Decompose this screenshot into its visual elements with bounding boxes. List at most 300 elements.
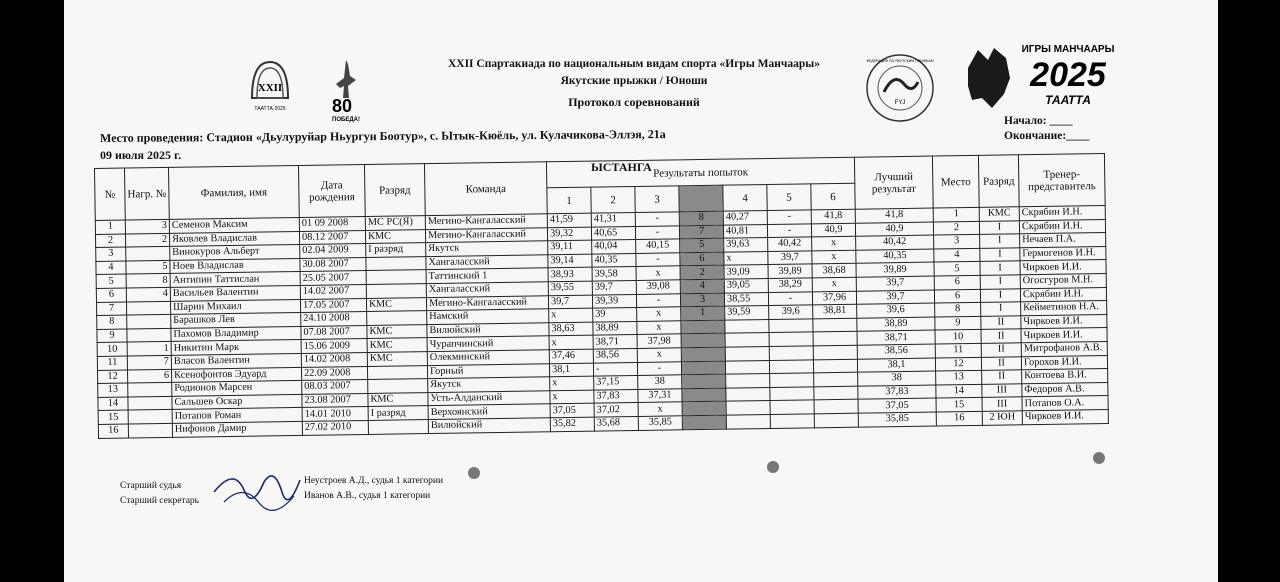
row-attempt-1: x (550, 376, 594, 390)
competition-title: XXII Спартакиада по национальным видам спорта «Игры Манчаары» (447, 58, 821, 70)
chief-judge-label: Старший судья (120, 481, 182, 491)
row-attempt-5: 39,89 (768, 264, 812, 278)
row-place: 6 (934, 289, 980, 303)
row-attempt-3: x (637, 348, 681, 362)
venue-line: Место проведения: Стадион «Дьулуруйар Ньургун Боотур», с. Ытык-Кюёль, ул. Кулачикова-Эллэя, 21а (99, 127, 666, 145)
row-team: Мегино-Кангаласский (426, 295, 548, 310)
svg-text:ИГРЫ МАНЧААРЫ: ИГРЫ МАНЧААРЫ (1021, 44, 1115, 55)
col-attempt-2: 2 (591, 186, 635, 213)
row-order (682, 388, 726, 402)
row-attempt-1: 39,14 (548, 254, 592, 268)
row-attempt-4: 40,81 (723, 224, 767, 238)
row-attempt-1: 37,05 (550, 403, 594, 417)
row-best: 38,56 (857, 344, 935, 359)
row-place: 13 (936, 370, 982, 384)
col-results: Результаты попыток (546, 157, 854, 188)
row-birth: 17.05 2007 (300, 298, 366, 313)
row-best: 39,7 (856, 276, 934, 291)
row-attempt-6: 41,8 (811, 209, 855, 223)
row-seed: 8 (126, 274, 170, 288)
row-birth: 25.05 2007 (300, 271, 366, 286)
row-name: Семенов Максим (169, 217, 299, 233)
col-order (679, 185, 723, 212)
row-attempt-5 (770, 400, 814, 414)
row-num: 6 (96, 288, 126, 302)
protocol-sheet (64, 0, 1218, 582)
row-coach: Федоров А.В. (1022, 382, 1108, 397)
row-birth: 22.09 2008 (301, 366, 367, 381)
col-rank: Разряд (364, 164, 425, 217)
row-best: 39,7 (856, 290, 934, 305)
row-coach: Чиркоев И.И. (1020, 260, 1106, 275)
row-attempt-6: x (812, 250, 856, 264)
row-attempt-3: x (637, 321, 681, 335)
row-seed: 7 (127, 355, 171, 369)
row-best: 38,71 (857, 330, 935, 345)
date-line: 09 июля 2025 г. (100, 148, 182, 162)
row-coach: Чиркоев И.И. (1021, 328, 1107, 343)
row-rank2: III (982, 383, 1022, 397)
row-attempt-6 (813, 345, 857, 359)
svg-text:FYJ: FYJ (894, 100, 906, 106)
row-attempt-1: 38,1 (549, 363, 593, 377)
row-place: 3 (934, 235, 980, 249)
row-team: Таттинский 1 (426, 268, 548, 283)
row-place: 16 (936, 411, 982, 425)
svg-text:2025: 2025 (1030, 56, 1106, 94)
row-attempt-1: 39,32 (547, 227, 591, 241)
row-seed (128, 382, 172, 396)
row-place: 12 (935, 357, 981, 371)
row-rank2: I (980, 248, 1020, 262)
row-attempt-1: 39,7 (548, 295, 592, 309)
row-order (681, 347, 725, 361)
end-time: Окончание:____ (1004, 130, 1090, 142)
row-attempt-4 (726, 374, 770, 388)
row-rank (367, 311, 427, 325)
row-coach: Чиркоев И.И. (1021, 314, 1107, 329)
row-rank: КМС (367, 352, 427, 366)
row-name: Барашков Лев (171, 313, 301, 329)
row-place: 14 (936, 384, 982, 398)
row-attempt-1: 38,93 (548, 267, 592, 281)
row-rank2: I (980, 261, 1020, 275)
row-attempt-4: 39,59 (725, 306, 769, 320)
row-seed: 3 (125, 219, 169, 233)
chief-judge-name: Неустроев А.Д., судья 1 категории (304, 476, 444, 486)
row-attempt-2: 39,58 (592, 267, 636, 281)
row-order (681, 361, 725, 375)
row-team: Якутск (428, 377, 550, 392)
row-attempt-5 (770, 414, 814, 428)
row-coach: Гермогенов И.Н. (1020, 246, 1106, 261)
row-attempt-5: 39,7 (768, 251, 812, 265)
row-rank: КМС (365, 229, 425, 243)
row-rank2: III (982, 397, 1022, 411)
row-coach: Нечаев П.А. (1020, 233, 1106, 248)
chief-secretary-label: Старший секретарь (120, 496, 200, 506)
row-attempt-5 (769, 319, 813, 333)
row-best: 38,89 (857, 317, 935, 332)
victory-80-logo (316, 58, 376, 124)
row-team: Мегино-Кангаласский (425, 227, 547, 242)
row-place: 10 (935, 330, 981, 344)
row-seed: 6 (127, 369, 171, 383)
row-best: 38,1 (857, 358, 935, 373)
row-birth: 08.12 2007 (299, 230, 365, 245)
row-place: 9 (935, 316, 981, 330)
row-name: Пахомов Владимир (171, 326, 301, 342)
federation-logo (864, 52, 936, 124)
row-attempt-2: 38,56 (593, 348, 637, 362)
row-team: Хангаласский (426, 255, 548, 270)
row-order: 1 (681, 306, 725, 320)
row-rank (368, 419, 428, 433)
row-coach: Потапов О.А. (1022, 396, 1108, 411)
row-name: Потапов Роман (172, 408, 302, 424)
row-num: 3 (96, 247, 126, 261)
row-team: Чурапчинский (427, 336, 549, 351)
row-attempt-3: 40,15 (636, 239, 680, 253)
row-attempt-3: 38 (638, 375, 682, 389)
results-table (94, 153, 1109, 438)
row-seed (126, 247, 170, 261)
row-attempt-3: 37,98 (637, 334, 681, 348)
row-attempt-4 (726, 401, 770, 415)
row-attempt-5 (770, 387, 814, 401)
row-team: Верхоянский (428, 404, 550, 419)
row-team: Горный (427, 363, 549, 378)
row-best: 35,85 (858, 412, 936, 427)
binder-hole (767, 461, 779, 473)
row-team: Мегино-Кангаласский (425, 214, 547, 229)
row-name: Никитин Марк (171, 340, 301, 356)
row-attempt-1: x (549, 308, 593, 322)
row-attempt-3: 35,85 (638, 416, 682, 430)
row-name: Шарин Михаил (170, 299, 300, 315)
row-rank: КМС (367, 324, 427, 338)
row-attempt-5: - (768, 291, 812, 305)
row-seed (126, 301, 170, 315)
binder-hole (468, 467, 480, 479)
row-team: Вилюйский (427, 323, 549, 338)
row-coach: Скрябин И.Н. (1019, 219, 1105, 234)
row-attempt-4 (725, 333, 769, 347)
row-attempt-6 (814, 413, 858, 427)
row-attempt-1: x (549, 335, 593, 349)
row-attempt-4 (726, 387, 770, 401)
col-attempt-1: 1 (547, 187, 591, 214)
row-num: 15 (98, 410, 128, 424)
row-attempt-3: - (635, 212, 679, 226)
row-team: Олекминский (427, 350, 549, 365)
svg-text:XXII: XXII (257, 82, 283, 94)
row-best: 41,8 (855, 208, 933, 223)
manchaary-games-logo (964, 38, 1118, 112)
row-rank (366, 256, 426, 270)
col-num: № (95, 168, 126, 220)
row-name: Родионов Марсен (172, 381, 302, 397)
row-attempt-2: 38,71 (593, 335, 637, 349)
row-best: 38 (858, 371, 936, 386)
row-place: 11 (935, 343, 981, 357)
row-attempt-2: 37,15 (594, 376, 638, 390)
row-place: 1 (933, 207, 979, 221)
col-attempt-6: 6 (811, 183, 855, 210)
row-attempt-6: x (812, 236, 856, 250)
row-attempt-5: 40,42 (768, 237, 812, 251)
row-rank2: II (981, 329, 1021, 343)
row-rank: КМС (368, 392, 428, 406)
row-coach: Контоева В.И. (1022, 369, 1108, 384)
row-attempt-1: 35,82 (550, 417, 594, 431)
row-attempt-2: - (593, 362, 637, 376)
row-rank (367, 365, 427, 379)
row-birth: 23.08 2007 (302, 393, 368, 408)
row-rank: I разряд (366, 243, 426, 257)
row-order: 3 (680, 293, 724, 307)
row-birth: 02.04 2009 (300, 244, 366, 259)
chief-secretary-name: Иванов А.В., судья 1 категории (304, 491, 431, 501)
row-attempt-2: 37,02 (594, 403, 638, 417)
row-best: 40,9 (855, 222, 933, 237)
row-attempt-5: - (767, 223, 811, 237)
row-attempt-3: 39,08 (636, 280, 680, 294)
protocol-title: Протокол соревнований (568, 95, 700, 109)
col-rank2: Разряд (978, 155, 1019, 208)
row-best: 39,89 (856, 262, 934, 277)
row-attempt-2: 40,04 (592, 240, 636, 254)
row-attempt-6 (814, 400, 858, 414)
row-order (681, 320, 725, 334)
row-attempt-1: 38,63 (549, 322, 593, 336)
col-name: Фамилия, имя (168, 165, 299, 219)
col-attempt-4: 4 (723, 185, 767, 212)
row-place: 8 (935, 303, 981, 317)
start-time: Начало: ____ (1004, 115, 1073, 127)
row-attempt-5 (769, 346, 813, 360)
row-attempt-5: 39,6 (769, 305, 813, 319)
row-num: 11 (97, 356, 127, 370)
row-place: 6 (934, 275, 980, 289)
row-birth: 14.02 2007 (300, 284, 366, 299)
row-order: 5 (680, 238, 724, 252)
row-attempt-5: 38,29 (768, 278, 812, 292)
row-order (682, 374, 726, 388)
row-order: 7 (679, 225, 723, 239)
row-birth: 30.08 2007 (300, 257, 366, 272)
row-num: 12 (97, 370, 127, 384)
row-attempt-4 (725, 346, 769, 360)
row-rank2: I (980, 234, 1020, 248)
row-rank (368, 379, 428, 393)
row-order: 6 (680, 252, 724, 266)
row-attempt-6 (813, 318, 857, 332)
row-name: Нифонов Дамир (172, 421, 302, 437)
row-coach: Горохов И.И. (1021, 355, 1107, 370)
row-order: 4 (680, 279, 724, 293)
row-team: Вилюйский (428, 418, 550, 433)
svg-text:ПОБЕДА!: ПОБЕДА! (332, 117, 360, 123)
row-place: 15 (936, 398, 982, 412)
row-num: 10 (97, 342, 127, 356)
row-name: Власов Валентин (171, 353, 301, 369)
event-title: ЫСТАНГА (591, 160, 652, 174)
row-coach: Скрябин И.Н. (1020, 287, 1106, 302)
row-attempt-3: x (636, 266, 680, 280)
col-team: Команда (424, 162, 547, 216)
row-attempt-4 (725, 360, 769, 374)
row-num: 9 (97, 329, 127, 343)
row-name: Винокуров Альберт (170, 245, 300, 261)
row-attempt-6: 38,68 (812, 264, 856, 278)
row-attempt-4 (725, 319, 769, 333)
row-num: 16 (98, 424, 128, 438)
row-rank: I разряд (368, 406, 428, 420)
row-seed: 4 (126, 287, 170, 301)
row-seed: 5 (126, 260, 170, 274)
row-seed (127, 315, 171, 329)
row-attempt-6: 37,96 (812, 291, 856, 305)
row-attempt-6 (814, 372, 858, 386)
row-rank2: I (979, 220, 1019, 234)
binder-hole (1093, 452, 1105, 464)
row-attempt-3: - (636, 253, 680, 267)
discipline-subtitle: Якутские прыжки / Юноши (560, 75, 708, 87)
row-best: 37,83 (858, 385, 936, 400)
row-rank2: II (982, 370, 1022, 384)
row-attempt-4: 39,63 (724, 238, 768, 252)
row-num: 1 (95, 220, 125, 234)
row-attempt-5 (770, 373, 814, 387)
row-attempt-6 (814, 386, 858, 400)
row-attempt-2: 35,68 (594, 416, 638, 430)
row-attempt-6 (813, 332, 857, 346)
row-attempt-3: - (637, 361, 681, 375)
row-num: 14 (98, 397, 128, 411)
row-best: 39,6 (857, 303, 935, 318)
row-num: 5 (96, 274, 126, 288)
row-attempt-3: x (637, 307, 681, 321)
col-attempt-5: 5 (767, 184, 811, 211)
row-rank2: 2 ЮН (982, 411, 1022, 425)
row-num: 2 (95, 234, 125, 248)
row-seed (128, 423, 172, 437)
row-birth: 14.01 2010 (302, 407, 368, 422)
row-birth: 08.03 2007 (302, 380, 368, 395)
row-rank2: I (981, 302, 1021, 316)
row-attempt-1: 37,46 (549, 349, 593, 363)
row-attempt-4 (726, 414, 770, 428)
row-attempt-2: 38,89 (593, 321, 637, 335)
results-table-wrap (94, 153, 1109, 438)
row-birth: 15.06 2009 (301, 339, 367, 354)
results-body (95, 206, 1108, 438)
row-attempt-6 (813, 359, 857, 373)
row-place: 2 (933, 221, 979, 235)
col-place: Место (932, 155, 979, 208)
row-best: 40,42 (856, 235, 934, 250)
svg-text:ФЕДЕРАЦИЯ ПО ЯКУТСКИМ ПРЫЖКАМ: ФЕДЕРАЦИЯ ПО ЯКУТСКИМ ПРЫЖКАМ (866, 59, 934, 63)
row-coach: Скрябин И.Н. (1019, 206, 1105, 221)
row-seed (128, 396, 172, 410)
row-name: Ноев Владислав (170, 258, 300, 274)
row-attempt-2: 39,7 (592, 280, 636, 294)
row-rank (366, 284, 426, 298)
row-attempt-2: 39,39 (592, 294, 636, 308)
row-attempt-3: 37,31 (638, 389, 682, 403)
row-rank2: II (981, 316, 1021, 330)
row-rank: КМС (367, 338, 427, 352)
col-birth: Дата рождения (298, 164, 365, 217)
row-birth: 01 09 2008 (299, 216, 365, 231)
row-birth: 07.08 2007 (301, 325, 367, 340)
row-place: 5 (934, 262, 980, 276)
row-attempt-4: 39,05 (724, 278, 768, 292)
row-place: 4 (934, 248, 980, 262)
row-rank2: II (981, 356, 1021, 370)
row-attempt-1: 41,59 (547, 213, 591, 227)
row-coach: Чиркоев И.И. (1022, 409, 1108, 424)
row-seed (128, 410, 172, 424)
row-attempt-5 (769, 332, 813, 346)
row-seed (127, 328, 171, 342)
row-attempt-3: x (638, 402, 682, 416)
row-best: 40,35 (856, 249, 934, 264)
row-attempt-5 (769, 359, 813, 373)
row-rank2: КМС (979, 207, 1019, 221)
row-order: 2 (680, 266, 724, 280)
row-name: Яковлев Владислав (169, 231, 299, 247)
row-birth: 27.02 2010 (302, 420, 368, 435)
row-order (682, 401, 726, 415)
row-attempt-6: x (812, 277, 856, 291)
row-attempt-4: 39,09 (724, 265, 768, 279)
col-seed: Нагр. № (125, 167, 170, 220)
row-attempt-3: - (636, 293, 680, 307)
row-attempt-1: 39,55 (548, 281, 592, 295)
row-team: Усть-Алданский (428, 390, 550, 405)
row-attempt-2: 41,31 (591, 212, 635, 226)
row-order (682, 415, 726, 429)
row-num: 7 (96, 302, 126, 316)
row-attempt-1: x (550, 390, 594, 404)
col-best: Лучший результат (854, 156, 933, 209)
row-num: 4 (96, 261, 126, 275)
row-attempt-1: 39,11 (548, 240, 592, 254)
row-rank (366, 270, 426, 284)
col-coach: Тренер-представитель (1018, 154, 1105, 207)
row-order: 8 (679, 211, 723, 225)
row-rank2: II (981, 343, 1021, 357)
row-attempt-4: x (724, 251, 768, 265)
row-coach: Огосгуров М.Н. (1020, 273, 1106, 288)
row-coach: Кейметинов Н.А. (1021, 301, 1107, 316)
col-attempt-3: 3 (635, 186, 679, 213)
row-best: 37,05 (858, 398, 936, 413)
row-birth: 14.02 2008 (301, 352, 367, 367)
row-team: Якутск (426, 241, 548, 256)
svg-text:ТААТТА: ТААТТА (1045, 93, 1091, 107)
row-attempt-4: 38,55 (724, 292, 768, 306)
row-attempt-2: 40,35 (592, 253, 636, 267)
row-attempt-2: 39 (593, 308, 637, 322)
row-attempt-2: 40,65 (591, 226, 635, 240)
row-attempt-6: 40,9 (811, 223, 855, 237)
row-attempt-6: 38,81 (813, 304, 857, 318)
row-name: Антипин Таттислан (170, 272, 300, 288)
row-attempt-4: 40,27 (723, 211, 767, 225)
